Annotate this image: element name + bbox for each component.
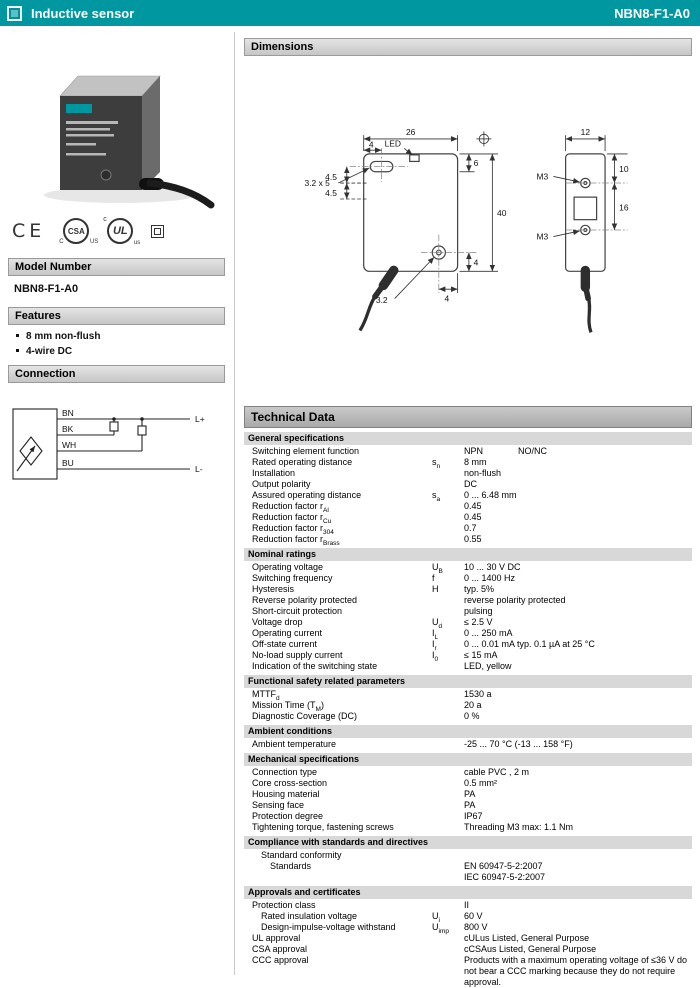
spec-section-header: Ambient conditions (244, 725, 692, 738)
dimensions-drawing (244, 60, 692, 400)
spec-row (244, 457, 692, 468)
spec-value: 1530 a (464, 689, 492, 699)
spec-row (244, 767, 692, 778)
ul-text: UL (112, 225, 128, 237)
spec-label: Hysteresis (252, 584, 295, 594)
spec-row (244, 639, 692, 650)
spec-label: Mission Time $(T_M)$ (252, 700, 324, 713)
spec-row (244, 933, 692, 944)
dim-label-4-right: 4 (473, 257, 479, 268)
spec-value: EN 60947-5-2:2007 IEC 60947-5-2:2007 (464, 861, 546, 882)
features-list (8, 329, 225, 359)
spec-symbol: $I_0$ (432, 650, 439, 663)
spec-label: Protection class (252, 900, 316, 910)
spec-row (244, 811, 692, 822)
spec-row (244, 711, 692, 722)
spec-label: Output polarity (252, 479, 311, 489)
spec-label: Indication of the switching state (252, 661, 378, 671)
spec-value: pulsing (464, 606, 493, 616)
spec-row (244, 661, 692, 672)
dim-label-10: 10 (619, 163, 629, 174)
spec-value: 10 ... 30 V DC (464, 562, 521, 572)
model-number-header: NBN8-F1-A0 (614, 5, 690, 21)
wire-label-bu: BU (62, 458, 74, 468)
spec-row (244, 523, 692, 534)
spec-label: Tightening torque, fastening screws (252, 822, 394, 832)
spec-value: 0.45 (464, 501, 482, 511)
spec-value: -25 ... 70 °C (-13 ... 158 °F) (464, 739, 573, 749)
spec-label: Sensing face (252, 800, 305, 810)
spec-label: No-load supply current (252, 650, 343, 660)
dim-label-12: 12 (580, 127, 591, 138)
spec-label: Diagnostic Coverage (DC) (252, 711, 358, 721)
spec-label: $MTTF_d$ (252, 689, 280, 702)
spec-value: DC (464, 479, 477, 489)
spec-value: non-flush (464, 468, 502, 478)
certification-marks (8, 212, 225, 248)
spec-label: Reverse polarity protected (252, 595, 358, 605)
spec-symbol: $I_L$ (432, 628, 439, 641)
spec-value: cCSAus Listed, General Purpose (464, 944, 597, 954)
spec-value: LED, yellow (464, 661, 512, 671)
connection-svg (10, 393, 222, 491)
spec-row (244, 490, 692, 501)
dim-label-led: LED (384, 138, 402, 149)
connection-heading: Connection (8, 365, 225, 383)
spec-value: IP67 (464, 811, 483, 821)
dim-label-26: 26 (405, 127, 416, 138)
spec-value: 800 V (464, 922, 488, 932)
spec-symbol: $I_r$ (432, 639, 437, 652)
spec-row (244, 922, 692, 933)
spec-row (244, 700, 692, 711)
page-content (0, 26, 700, 987)
spec-row (244, 689, 692, 700)
spec-value: 0.5 mm² (464, 778, 498, 788)
spec-row (244, 562, 692, 573)
spec-row (244, 944, 692, 955)
spec-value: cULus Listed, General Purpose (464, 933, 590, 943)
spec-row (244, 900, 692, 911)
spec-label: Voltage drop (252, 617, 303, 627)
spec-symbol: $U_i$ (432, 911, 440, 924)
brand-icon (7, 6, 22, 21)
spec-symbol: $U_B$ (432, 562, 443, 575)
ce-mark-icon: CE (12, 220, 46, 242)
wire-label-wh: WH (62, 440, 77, 450)
spec-row (244, 534, 692, 545)
technical-data-heading: Technical Data (244, 406, 692, 428)
spec-value: ≤ 15 mA (464, 650, 498, 660)
ul-us-text: us (133, 240, 141, 246)
model-number-value: NBN8-F1-A0 (14, 283, 79, 295)
terminal-minus-label: L- (195, 464, 203, 474)
spec-label: Operating current (252, 628, 323, 638)
spec-row (244, 850, 692, 861)
spec-row (244, 479, 692, 490)
spec-row (244, 468, 692, 479)
spec-value: PA (464, 789, 476, 799)
spec-row (244, 955, 692, 988)
spec-section-header: Approvals and certificates (244, 886, 692, 899)
spec-label: Design-impulse-voltage withstand (261, 922, 396, 932)
spec-label: Reduction factor $r_{Cu}$ (252, 512, 332, 525)
spec-symbol: $s_n$ (432, 457, 441, 470)
spec-symbol: $U_d$ (432, 617, 443, 630)
csa-c-text: C (59, 239, 64, 245)
spec-row (244, 573, 692, 584)
product-photo-svg (8, 34, 220, 212)
spec-label: CSA approval (252, 944, 308, 954)
spec-label: Short-circuit protection (252, 606, 343, 616)
spec-value: Threading M3 max: 1.1 Nm (464, 822, 574, 832)
spec-row (244, 800, 692, 811)
spec-label: Assured operating distance (252, 490, 362, 500)
spec-section-header: Compliance with standards and directives (244, 836, 692, 849)
dim-label-45a: 4.5 (325, 172, 337, 183)
spec-label: Protection degree (252, 811, 324, 821)
feature-item: 8 mm non-flush (16, 329, 225, 344)
spec-label: Rated operating distance (252, 457, 353, 467)
spec-value: II (464, 900, 470, 910)
spec-section-header: Nominal ratings (244, 548, 692, 561)
dim-label-6: 6 (473, 158, 479, 169)
spec-row (244, 628, 692, 639)
spec-value: 20 a (464, 700, 482, 710)
dim-label-45b: 4.5 (325, 188, 337, 199)
spec-label: Reduction factor $r_{Brass}$ (252, 534, 340, 547)
spec-symbol: $s_a$ (432, 490, 441, 503)
spec-row (244, 650, 692, 661)
spec-value: 0.55 (464, 534, 482, 544)
spec-label: Switching frequency (252, 573, 333, 583)
protection-class-ii-icon (151, 225, 164, 238)
spec-label: UL approval (252, 933, 301, 943)
spec-value: reverse polarity protected (464, 595, 566, 605)
product-photo (8, 34, 225, 212)
wire-label-bn: BN (62, 408, 74, 418)
spec-row (244, 822, 692, 833)
spec-value: 0 ... 250 mA (464, 628, 513, 638)
right-column (234, 32, 692, 987)
spec-label: Core cross-section (252, 778, 328, 788)
spec-row (244, 778, 692, 789)
spec-value: 0.7 (464, 523, 477, 533)
terminal-plus-label: L+ (195, 414, 205, 424)
spec-value: 0 ... 1400 Hz (464, 573, 516, 583)
dimensions-heading: Dimensions (244, 38, 692, 56)
dim-label-4-bottom: 4 (444, 293, 450, 304)
dim-label-m3-top: M3 (536, 171, 549, 182)
spec-row (244, 911, 692, 922)
spec-row (244, 739, 692, 750)
spec-row (244, 584, 692, 595)
feature-item: 4-wire DC (16, 344, 225, 359)
spec-value: NPN NO/NC (464, 446, 548, 456)
top-header (0, 0, 700, 26)
dimensions-svg (244, 60, 690, 400)
spec-row (244, 512, 692, 523)
model-number-heading: Model Number (8, 258, 225, 276)
spec-section-header: Mechanical specifications (244, 753, 692, 766)
spec-label: Connection type (252, 767, 318, 777)
spec-value: typ. 5% (464, 584, 495, 594)
spec-row (244, 617, 692, 628)
spec-value: Products with a maximum operating voltage of ≤36 V do not bear a CCC marking because they do not require approval. (464, 955, 690, 987)
dim-label-slot: 3.2 x 5 (304, 177, 330, 188)
spec-value: ≤ 2.5 V (464, 617, 493, 627)
spec-section-header: General specifications (244, 432, 692, 445)
spec-label: Operating voltage (252, 562, 324, 572)
spec-section-header: Functional safety related parameters (244, 675, 692, 688)
csa-us-text: US (89, 239, 99, 245)
spec-label: Installation (252, 468, 296, 478)
spec-value: 0.45 (464, 512, 482, 522)
dim-label-32: 3.2 (375, 295, 388, 306)
spec-value: 8 mm (464, 457, 487, 467)
spec-value: 0 % (464, 711, 480, 721)
spec-label: Housing material (252, 789, 320, 799)
spec-symbol: $U_{imp}$ (432, 922, 449, 935)
spec-symbol: f (432, 573, 435, 583)
spec-label: Standards (270, 861, 312, 871)
spec-value: cable PVC , 2 m (464, 767, 530, 777)
technical-data-table (244, 432, 692, 988)
dim-label-4-top: 4 (368, 139, 374, 150)
spec-row (244, 501, 692, 512)
left-column (8, 32, 234, 975)
ul-c-text: c (103, 216, 107, 223)
spec-value: 0 ... 0.01 mA typ. 0.1 µA at 25 °C (464, 639, 595, 649)
spec-label: Switching element function (252, 446, 360, 456)
cable-drawing (360, 270, 591, 332)
spec-value: PA (464, 800, 476, 810)
dim-label-16: 16 (619, 202, 629, 213)
spec-value: 0 ... 6.48 mm (464, 490, 517, 500)
connection-diagram (8, 393, 225, 496)
spec-symbol: H (432, 584, 439, 594)
spec-row (244, 446, 692, 457)
wire-label-bk: BK (62, 424, 74, 434)
spec-label: Rated insulation voltage (261, 911, 358, 921)
spec-label: Ambient temperature (252, 739, 337, 749)
spec-row (244, 595, 692, 606)
spec-label: Reduction factor $r_{Al}$ (252, 501, 329, 514)
product-category-title: Inductive sensor (31, 5, 135, 21)
spec-label: Reduction factor $r_{304}$ (252, 523, 334, 536)
spec-row (244, 606, 692, 617)
csa-text: CSA (67, 226, 85, 236)
dim-label-m3-bottom: M3 (536, 231, 549, 242)
spec-row (244, 789, 692, 800)
spec-label: Standard conformity (261, 850, 342, 860)
features-heading: Features (8, 307, 225, 325)
spec-row (244, 861, 692, 883)
csa-mark-icon (59, 218, 99, 245)
spec-label: CCC approval (252, 955, 309, 965)
dim-label-40: 40 (497, 207, 507, 218)
spec-value: 60 V (464, 911, 483, 921)
ul-mark-icon (103, 216, 141, 246)
spec-label: Off-state current (252, 639, 317, 649)
